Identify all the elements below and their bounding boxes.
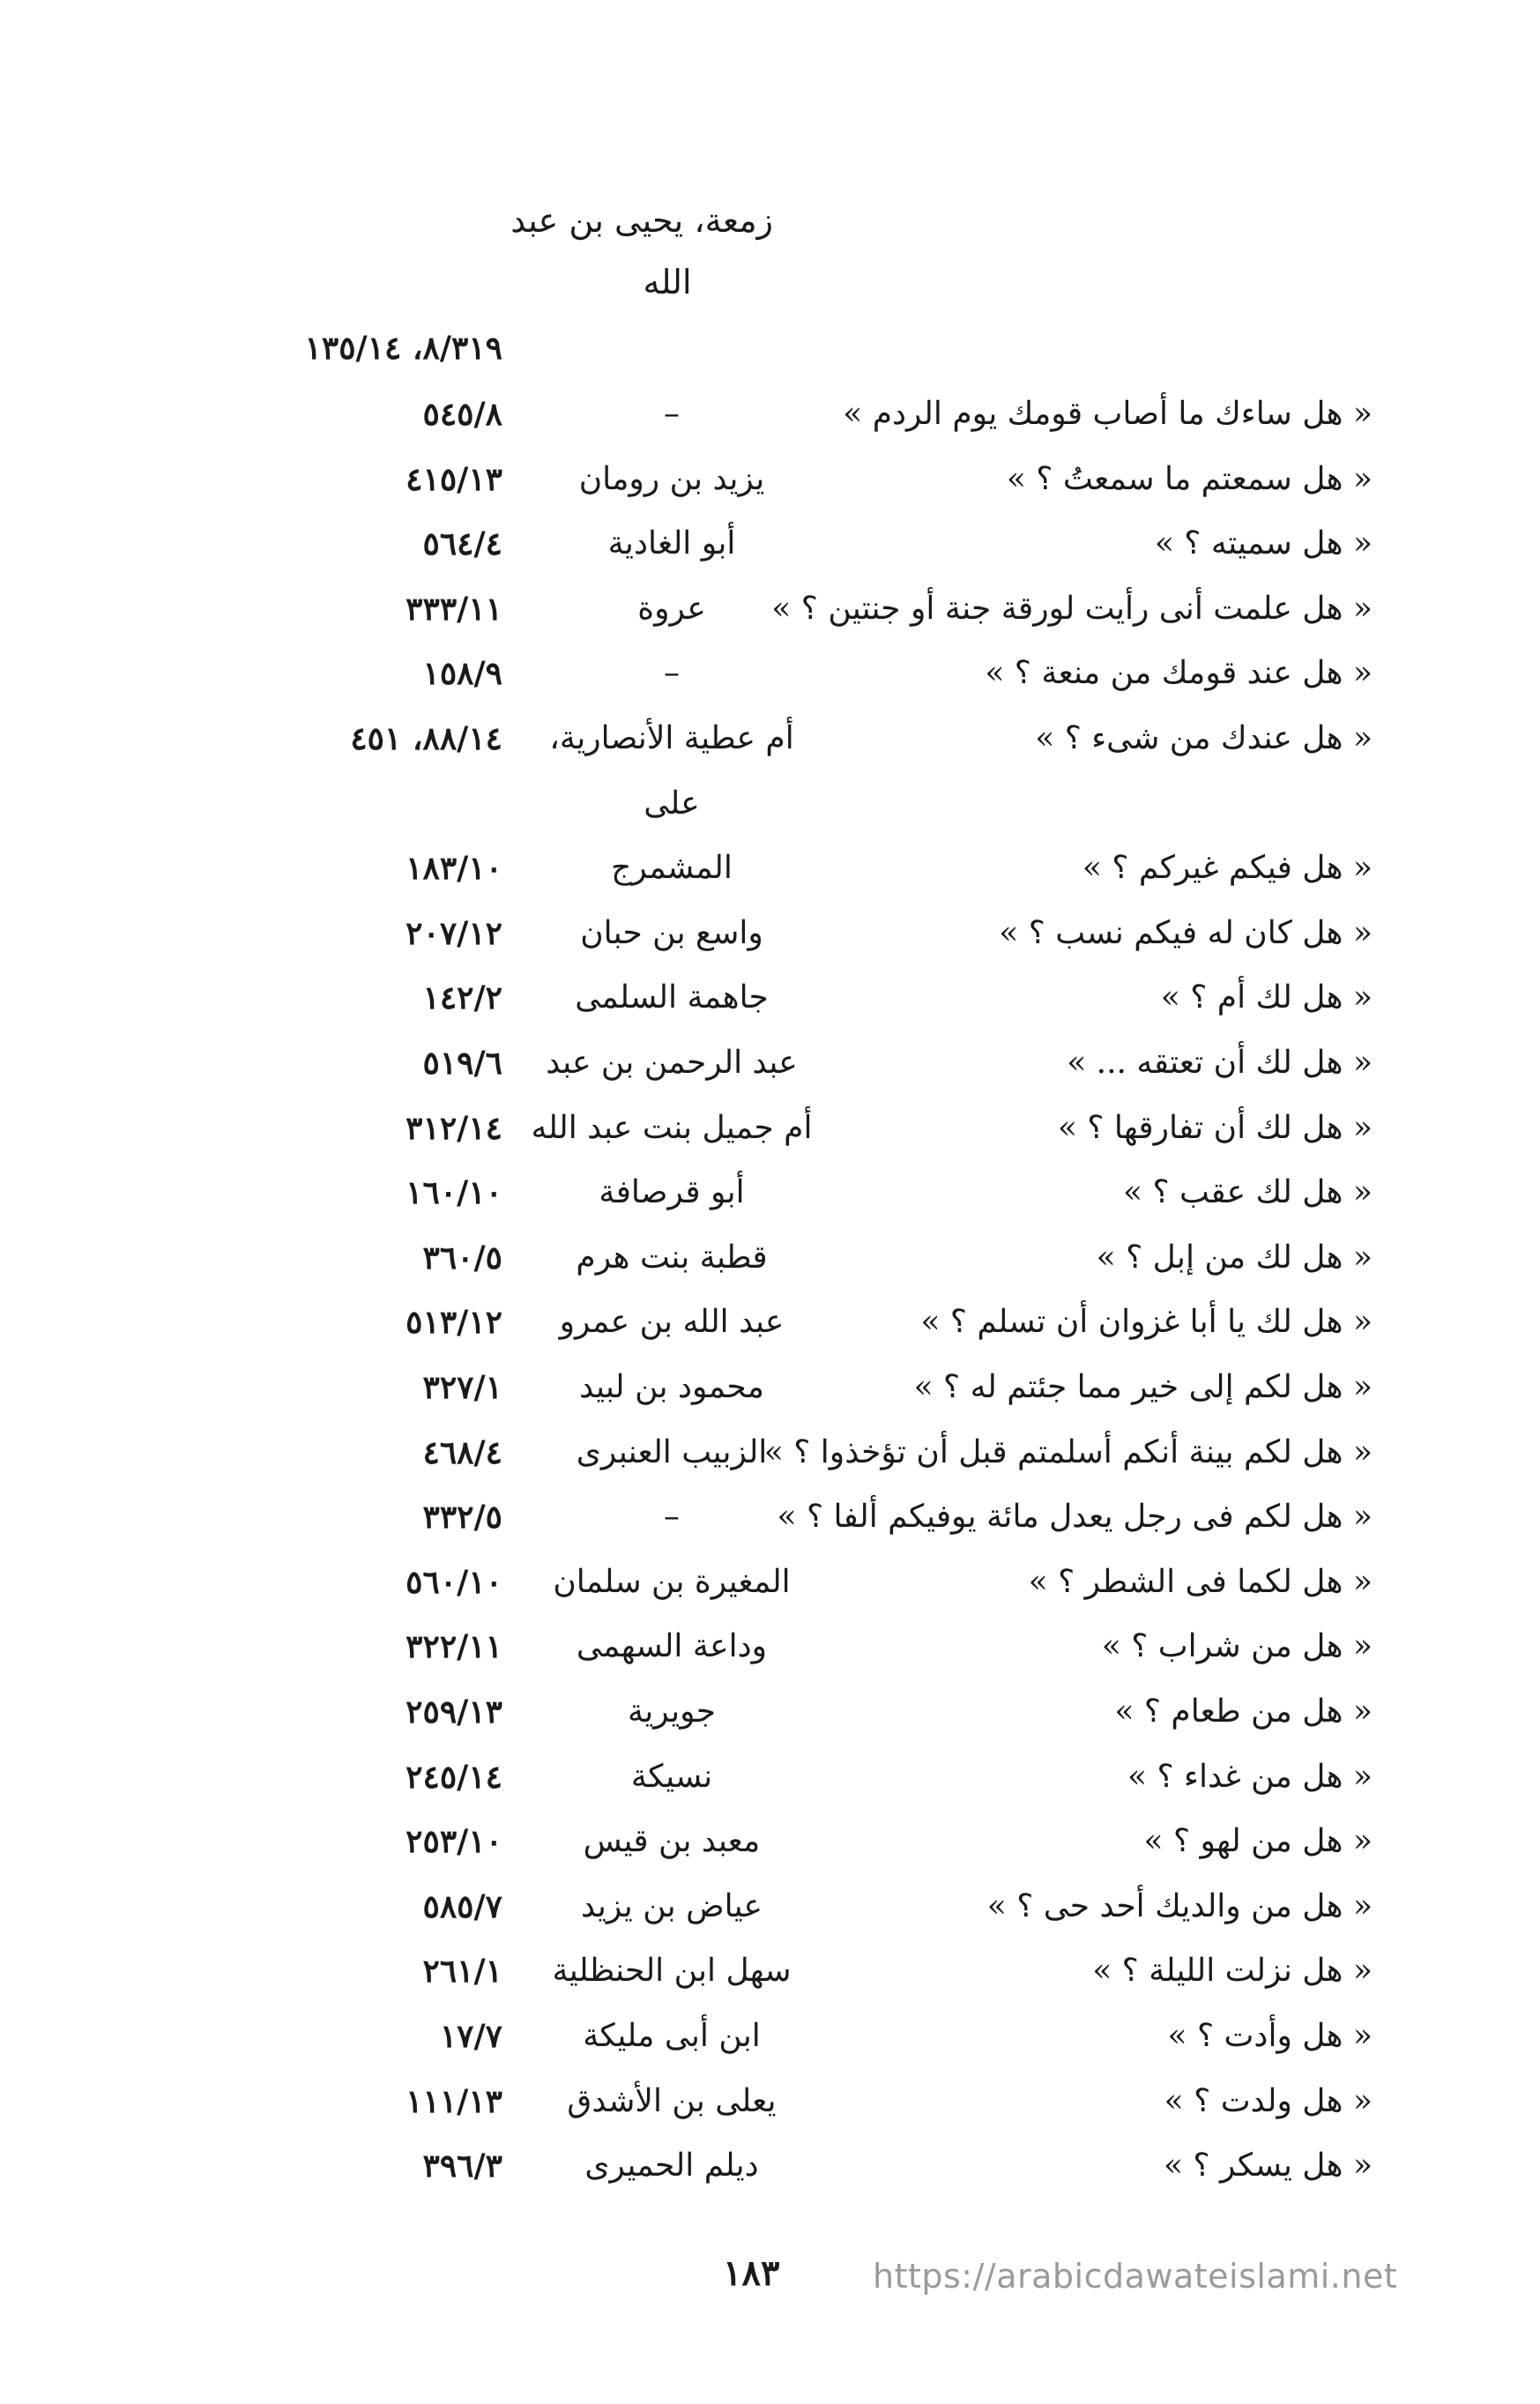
header-name-line-1: زمعة، يحيى بن عبد <box>510 201 773 240</box>
entry-narrator: أبو الغادية <box>607 525 736 562</box>
entry-phrase: « هل عندك من شىء ؟ » <box>1035 720 1373 756</box>
entry-reference: ٥٨٥/٧ <box>422 1888 502 1925</box>
entry-phrase: « هل من شراب ؟ » <box>1101 1628 1373 1664</box>
entry-narrator: ديلم الحميرى <box>584 2147 759 2184</box>
entry-narrator: واسع بن حبان <box>580 915 763 951</box>
entry-phrase <box>879 773 1373 835</box>
entry-reference: ٥١٣/١٢ <box>405 1304 502 1341</box>
entry-narrator: على <box>644 785 700 822</box>
entry-reference: ٤١٥/١٣ <box>405 461 502 498</box>
entry-reference: ٥٦٤/٤ <box>422 525 502 562</box>
entry-phrase: « هل من غداء ؟ » <box>1127 1759 1373 1795</box>
entry-reference: ٣٦٠/٥ <box>422 1239 502 1276</box>
entry-reference: ٢٤٥/١٤ <box>405 1759 502 1796</box>
entry-phrase: « هل لكم فى رجل يعدل مائة يوفيكم ألفا ؟ » <box>777 1499 1373 1535</box>
entry-phrase: « هل من طعام ؟ » <box>1114 1693 1373 1730</box>
entry-narrator: المغيرة بن سلمان <box>553 1564 791 1600</box>
entry-phrase: « هل لك من إبل ؟ » <box>1096 1239 1373 1276</box>
entry-phrase: « هل عند قومك من منعة ؟ » <box>985 655 1373 691</box>
entry-reference: ١٤٢/٢ <box>422 979 502 1016</box>
entry-narrator: قطبة بنت هرم <box>576 1239 768 1276</box>
entry-narrator: عروة <box>637 591 706 627</box>
entry-phrase: « هل لكم بينة أنكم أسلمتم قبل أن تؤخذوا ؟ » <box>763 1434 1373 1470</box>
entry-narrator: – <box>664 396 680 432</box>
entry-phrase: « هل كان له فيكم نسب ؟ » <box>999 915 1373 951</box>
entry-narrator: عبد الله بن عمرو <box>559 1304 785 1340</box>
entry-phrase: « هل لك عقب ؟ » <box>1123 1174 1373 1210</box>
entry-phrase: « هل سميته ؟ » <box>1154 525 1373 562</box>
entry-reference: ٢٥٩/١٣ <box>405 1693 502 1730</box>
entry-reference: ١٥٨/٩ <box>422 655 502 692</box>
entry-reference: ١١١/١٣ <box>405 2083 502 2120</box>
entry-reference: ٨٨/١٤، ٤٥١ <box>350 720 502 757</box>
entry-narrator: – <box>664 655 680 691</box>
entry-phrase: « هل لك أم ؟ » <box>1160 979 1373 1016</box>
header-name-line-2: الله <box>643 263 692 301</box>
entry-phrase: « هل ولدت ؟ » <box>1164 2083 1373 2119</box>
entry-narrator: أم جميل بنت عبد الله <box>531 1110 813 1146</box>
entry-reference: ٣١٢/١٤ <box>405 1110 502 1147</box>
entry-reference: ١٦٠/١٠ <box>405 1174 502 1211</box>
entry-narrator: يعلى بن الأشدق <box>567 2083 777 2119</box>
entry-reference: ٤٦٨/٤ <box>422 1434 502 1471</box>
entry-narrator: محمود بن لبيد <box>579 1369 764 1405</box>
entry-phrase: « هل فيكم غيركم ؟ » <box>1082 850 1373 886</box>
entry-phrase: « هل وأدت ؟ » <box>1167 2018 1373 2054</box>
entry-narrator: جويرية <box>627 1693 717 1730</box>
entry-narrator: وداعة السهمى <box>576 1628 768 1664</box>
entry-reference: ١٧/٧ <box>439 2018 502 2055</box>
entry-reference: ٥١٩/٦ <box>422 1045 502 1082</box>
watermark-url[interactable]: https://arabicdawateislami.net <box>873 2257 1398 2296</box>
entry-narrator: أبو قرصافة <box>599 1174 745 1210</box>
entry-reference: ٢٥٣/١٠ <box>405 1823 502 1860</box>
entry-narrator: جاهمة السلمى <box>575 979 769 1016</box>
entry-narrator: الزبيب العنبرى <box>576 1434 768 1470</box>
entry-narrator: أم عطية الأنصارية، <box>549 720 794 756</box>
entry-reference: ٥٦٠/١٠ <box>405 1564 502 1601</box>
entry-phrase: « هل علمت أنى رأيت لورقة جنة أو جنتين ؟ » <box>771 591 1373 627</box>
entry-narrator: عياض بن يزيد <box>581 1888 763 1924</box>
entry-narrator: نسيكة <box>630 1759 713 1795</box>
entry-phrase: « هل يسكر ؟ » <box>1163 2147 1373 2184</box>
entry-reference: ٣٢٢/١١ <box>405 1628 502 1665</box>
entry-reference: ٣٣٣/١١ <box>405 591 502 628</box>
entry-narrator: عبد الرحمن بن عبد <box>546 1045 798 1081</box>
entry-reference: ٢٠٧/١٢ <box>405 915 502 952</box>
entry-reference: ١٨٣/١٠ <box>405 850 502 887</box>
entry-phrase: « هل لك أن تفارقها ؟ » <box>1057 1110 1373 1146</box>
entry-narrator: سهل ابن الحنظلية <box>552 1953 792 1989</box>
entry-narrator: – <box>664 1499 680 1535</box>
page-number: ١٨٣ <box>723 2252 780 2294</box>
entry-reference: ٣٩٦/٣ <box>422 2147 502 2184</box>
entry-reference: ٣٢٧/١ <box>422 1369 502 1406</box>
entry-narrator: ابن أبى مليكة <box>583 2018 761 2054</box>
entry-phrase: « هل ساءك ما أصاب قومك يوم الردم » <box>843 396 1373 432</box>
entry-narrator: معبد بن قيس <box>583 1823 761 1859</box>
entry-phrase: « هل من والديك أحد حى ؟ » <box>986 1888 1373 1924</box>
entry-reference: ٢٦١/١ <box>422 1953 502 1990</box>
entry-reference: ٥٤٥/٨ <box>422 396 502 433</box>
entry-phrase: « هل سمعتم ما سمعتُ ؟ » <box>1006 461 1373 497</box>
entry-narrator: يزيد بن رومان <box>578 461 765 497</box>
entry-reference <box>220 773 502 835</box>
entry-phrase: « هل نزلت الليلة ؟ » <box>1092 1953 1373 1989</box>
header-refs: ٨/٣١٩، ١٣٥/١٤ <box>304 330 502 367</box>
entry-phrase: « هل لكما فى الشطر ؟ » <box>1028 1564 1373 1600</box>
entry-narrator: المشمرج <box>611 850 733 886</box>
entry-phrase: « هل من لهو ؟ » <box>1143 1823 1373 1859</box>
entry-reference: ٣٣٢/٥ <box>422 1499 502 1536</box>
entry-phrase: « هل لك يا أبا غزوان أن تسلم ؟ » <box>920 1304 1373 1340</box>
entry-phrase: « هل لكم إلى خير مما جئتم له ؟ » <box>913 1369 1373 1405</box>
entry-phrase: « هل لك أن تعتقه ... » <box>1067 1045 1373 1081</box>
